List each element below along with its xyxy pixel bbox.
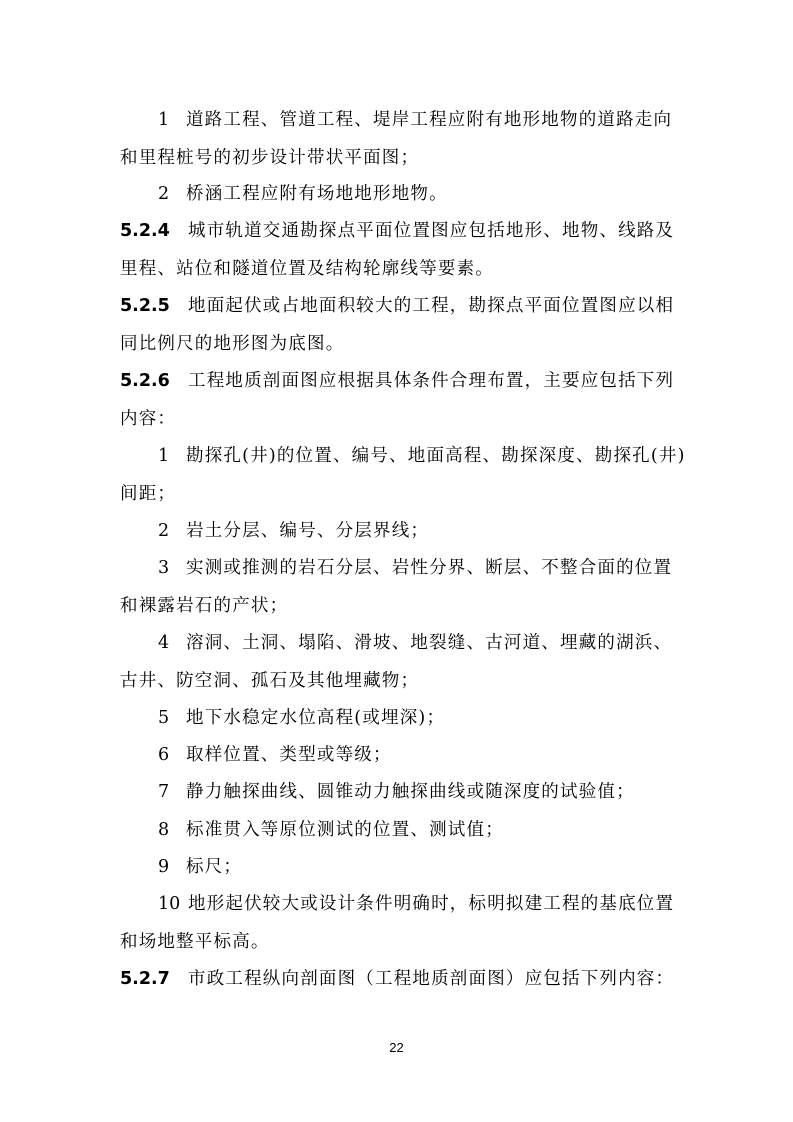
clause-number: 5.2.7: [120, 969, 170, 989]
paragraph-line: 间距；: [120, 484, 177, 504]
list-item: 1 道路工程、管道工程、堤岸工程应附有地形地物的道路走向: [158, 110, 673, 130]
page-number: 22: [389, 1040, 404, 1055]
clause-5-2-7: 5.2.7 市政工程纵向剖面图（工程地质剖面图）应包括下列内容：: [120, 969, 675, 989]
clause-5-2-4: 5.2.4 城市轨道交通勘探点平面位置图应包括地形、地物、线路及: [120, 221, 675, 241]
paragraph-line: 里程、站位和隧道位置及结构轮廓线等要素。: [120, 259, 494, 279]
paragraph-line: 和场地整平标高。: [120, 932, 270, 952]
list-item: 8 标准贯入等原位测试的位置、测试值；: [158, 820, 504, 840]
paragraph-line: 同比例尺的地形图为底图。: [120, 334, 345, 354]
list-item: 3 实测或推测的岩石分层、岩性分界、断层、不整合面的位置: [158, 558, 673, 578]
clause-5-2-5: 5.2.5 地面起伏或占地面积较大的工程，勘探点平面位置图应以相: [120, 296, 675, 316]
clause-number: 5.2.6: [120, 371, 170, 391]
list-item: 6 取样位置、类型或等级；: [158, 745, 392, 765]
paragraph-line: 和裸露岩石的产状；: [120, 596, 289, 616]
list-item: 5 地下水稳定水位高程(或埋深)；: [158, 708, 446, 728]
list-item: 10 地形起伏较大或设计条件明确时，标明拟建工程的基底位置: [158, 894, 675, 914]
paragraph-line: 内容：: [120, 409, 177, 429]
list-item: 2 桥涵工程应附有场地地形地物。: [158, 184, 448, 204]
clause-5-2-6: 5.2.6 工程地质剖面图应根据具体条件合理布置，主要应包括下列: [120, 371, 675, 391]
list-item: 1 勘探孔(井)的位置、编号、地面高程、勘探深度、勘探孔(井): [158, 446, 686, 466]
paragraph-line: 古井、防空洞、孤石及其他埋藏物；: [120, 671, 420, 691]
clause-number: 5.2.4: [120, 221, 170, 241]
list-item: 9 标尺；: [158, 857, 243, 877]
list-item: 4 溶洞、土洞、塌陷、滑坡、地裂缝、古河道、埋藏的湖浜、: [158, 633, 673, 653]
clause-number: 5.2.5: [120, 296, 170, 316]
paragraph-line: 和里程桩号的初步设计带状平面图；: [120, 148, 420, 168]
list-item: 7 静力触探曲线、圆锥动力触探曲线或随深度的试验值；: [158, 782, 635, 802]
list-item: 2 岩土分层、编号、分层界线；: [158, 521, 430, 541]
